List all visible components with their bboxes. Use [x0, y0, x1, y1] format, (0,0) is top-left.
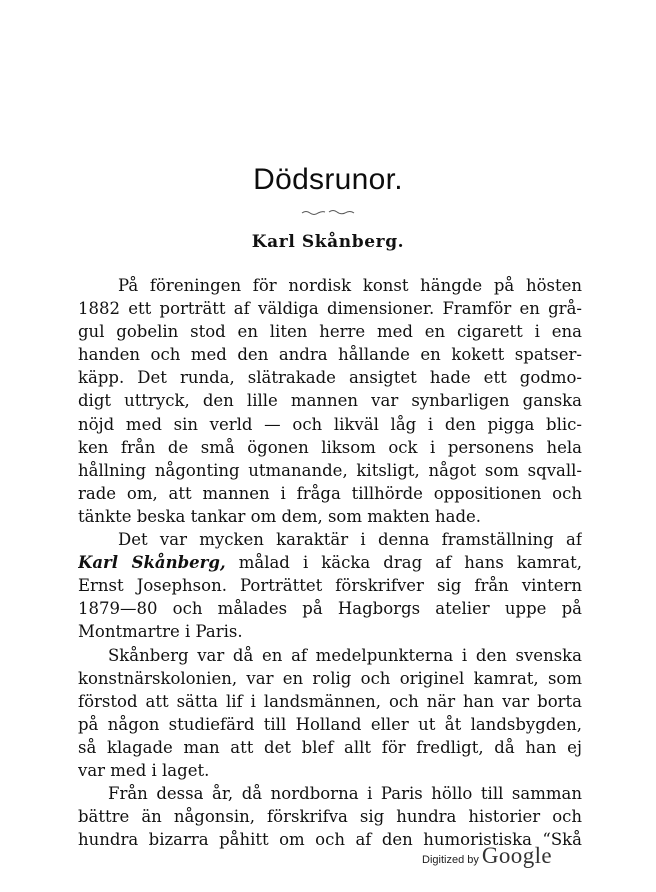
- text-line: digt uttryck, den lille mannen var synbarligen ganska: [78, 391, 582, 411]
- page-title: Dödsrunor.: [253, 163, 403, 196]
- text-line: hållning någonting utmanande, kitsligt, något som sqvall-: [78, 460, 582, 480]
- text-line: käpp. Det runda, slätrakade ansigtet hade ett godmo-: [78, 368, 582, 388]
- text-line-with-name: [78, 551, 582, 574]
- text-line: Från dessa år, då nordborna i Paris höllo till samman: [108, 784, 582, 804]
- text-line: Ernst Josephson. Porträttet förskrifver sig från vintern: [78, 576, 582, 596]
- text-line: på någon studiefärd till Holland eller ut åt landsbygden,: [78, 714, 582, 734]
- digitized-by-label: Digitized by: [422, 854, 479, 866]
- text-line: 1882 ett porträtt af väldiga dimensioner. Framför en grå-: [78, 299, 582, 319]
- obituary-name-heading: Karl Skånberg.: [251, 232, 405, 252]
- text-line: Montmartre i Paris.: [78, 622, 243, 642]
- text-line: konstnärskolonien, var en rolig och originel kamrat, som: [78, 668, 582, 688]
- text-line: På föreningen för nordisk konst hängde på hösten: [118, 276, 582, 295]
- text-line: gul gobelin stod en liten herre med en cigarett i ena: [78, 322, 582, 342]
- google-logo: Google: [481, 843, 552, 868]
- text-line: nöjd med sin verld — och likväl låg i den pigga blic-: [78, 414, 582, 434]
- ornament-divider: [300, 207, 356, 217]
- text-line: handen och med den andra hållande en kokett spatser-: [78, 345, 582, 365]
- painter-name: Karl Skånberg,: [78, 553, 226, 573]
- text-line: rade om, att mannen i fråga tillhörde oppositionen och: [78, 483, 582, 503]
- text-line: bättre än någonsin, förskrifva sig hundra historier och: [78, 807, 582, 827]
- text-line: förstod att sätta lif i landsmännen, och när han var borta: [78, 691, 582, 711]
- text-line: så klagade man att det blef allt för fredligt, då han ej: [78, 737, 582, 757]
- text-line: hundra bizarra påhitt om och af den humoristiska “Skå: [78, 830, 582, 850]
- obituary-text: [78, 274, 582, 851]
- text-line: tänkte beska tankar om dem, som makten hade.: [78, 506, 482, 526]
- text-line: Skånberg var då en af medelpunkterna i den svenska: [108, 645, 582, 665]
- digitized-by-watermark: [422, 843, 552, 869]
- text-line: 1879—80 och målades på Hagborgs atelier uppe på: [78, 599, 582, 619]
- text-line: ken från de små ögonen liksom ock i personens hela: [78, 437, 582, 457]
- text-line: var med i laget.: [78, 760, 210, 780]
- text-line: Det var mycken karaktär i denna framställning af: [118, 530, 582, 550]
- text-span: målad i käcka drag af hans kamrat,: [225, 553, 582, 573]
